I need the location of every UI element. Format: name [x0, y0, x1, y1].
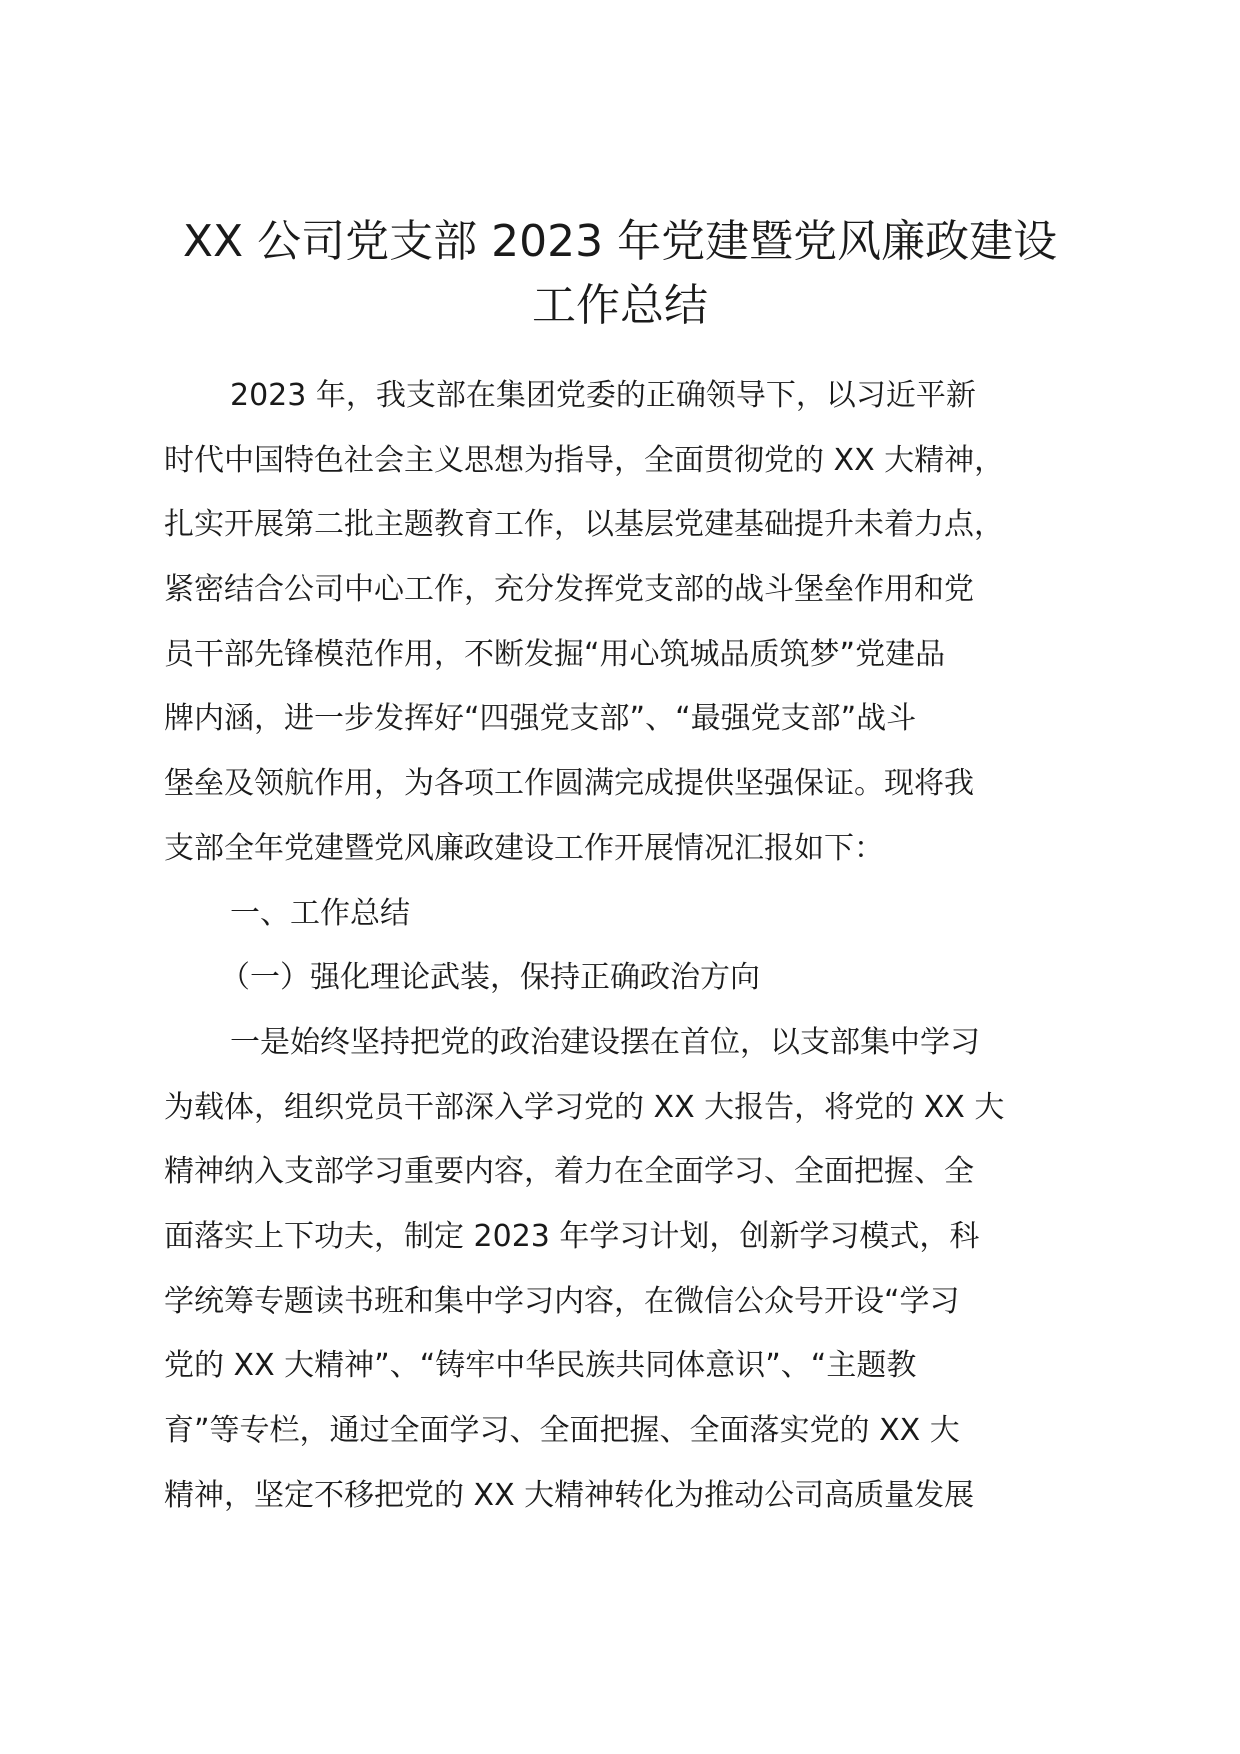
- paragraph-line: 精神纳入支部学习重要内容，着力在全面学习、全面把握、全: [164, 1154, 974, 1190]
- paragraph-line: 面落实上下功夫，制定 2023 年学习计划，创新学习模式，科: [164, 1218, 980, 1254]
- paragraph-intro-line: 2023 年，我支部在集团党委的正确领导下，以习近平新: [230, 378, 976, 413]
- paragraph-line: 育”等专栏，通过全面学习、全面把握、全面落实党的 XX 大: [164, 1413, 960, 1448]
- paragraph-line: 一是始终坚持把党的政治建设摆在首位，以支部集中学习: [230, 1024, 980, 1060]
- paragraph-line: 为载体，组织党员干部深入学习党的 XX 大报告，将党的 XX 大: [164, 1089, 1005, 1125]
- paragraph-intro-line: 牌内涵，进一步发挥好“四强党支部”、“最强党支部”战斗: [164, 701, 917, 737]
- document-title: [160, 210, 1080, 338]
- paragraph-intro-line: 支部全年党建暨党风廉政建设工作开展情况汇报如下：: [164, 830, 884, 866]
- paragraph-intro-line: 紧密结合公司中心工作，充分发挥党支部的战斗堡垒作用和党: [164, 572, 974, 608]
- paragraph-intro-line: 员干部先锋模范作用，不断发掘“用心筑城品质筑梦”党建品: [164, 636, 946, 672]
- paragraph-line: 党的 XX 大精神”、“铸牢中华民族共同体意识”、“主题教: [164, 1348, 917, 1384]
- paragraph-line: 学统筹专题读书班和集中学习内容，在微信公众号开设“学习: [164, 1283, 960, 1319]
- paragraph-intro-line: 堡垒及领航作用，为各项工作圆满完成提供坚强保证。现将我: [164, 766, 974, 802]
- title-line-2: 工作总结: [532, 280, 708, 331]
- paragraph-intro-line: 扎实开展第二批主题教育工作，以基层党建基础提升未着力点，: [164, 507, 1004, 543]
- subsection-heading: （一）强化理论武装，保持正确政治方向: [220, 960, 760, 996]
- section-heading: 一、工作总结: [230, 895, 410, 931]
- paragraph-line: 精神，坚定不移把党的 XX 大精神转化为推动公司高质量发展: [164, 1477, 975, 1513]
- title-line-1: XX 公司党支部 2023 年党建暨党风廉政建设: [182, 216, 1058, 267]
- paragraph-intro-line: 时代中国特色社会主义思想为指导，全面贯彻党的 XX 大精神，: [164, 442, 1005, 478]
- document-body: [164, 364, 1124, 1528]
